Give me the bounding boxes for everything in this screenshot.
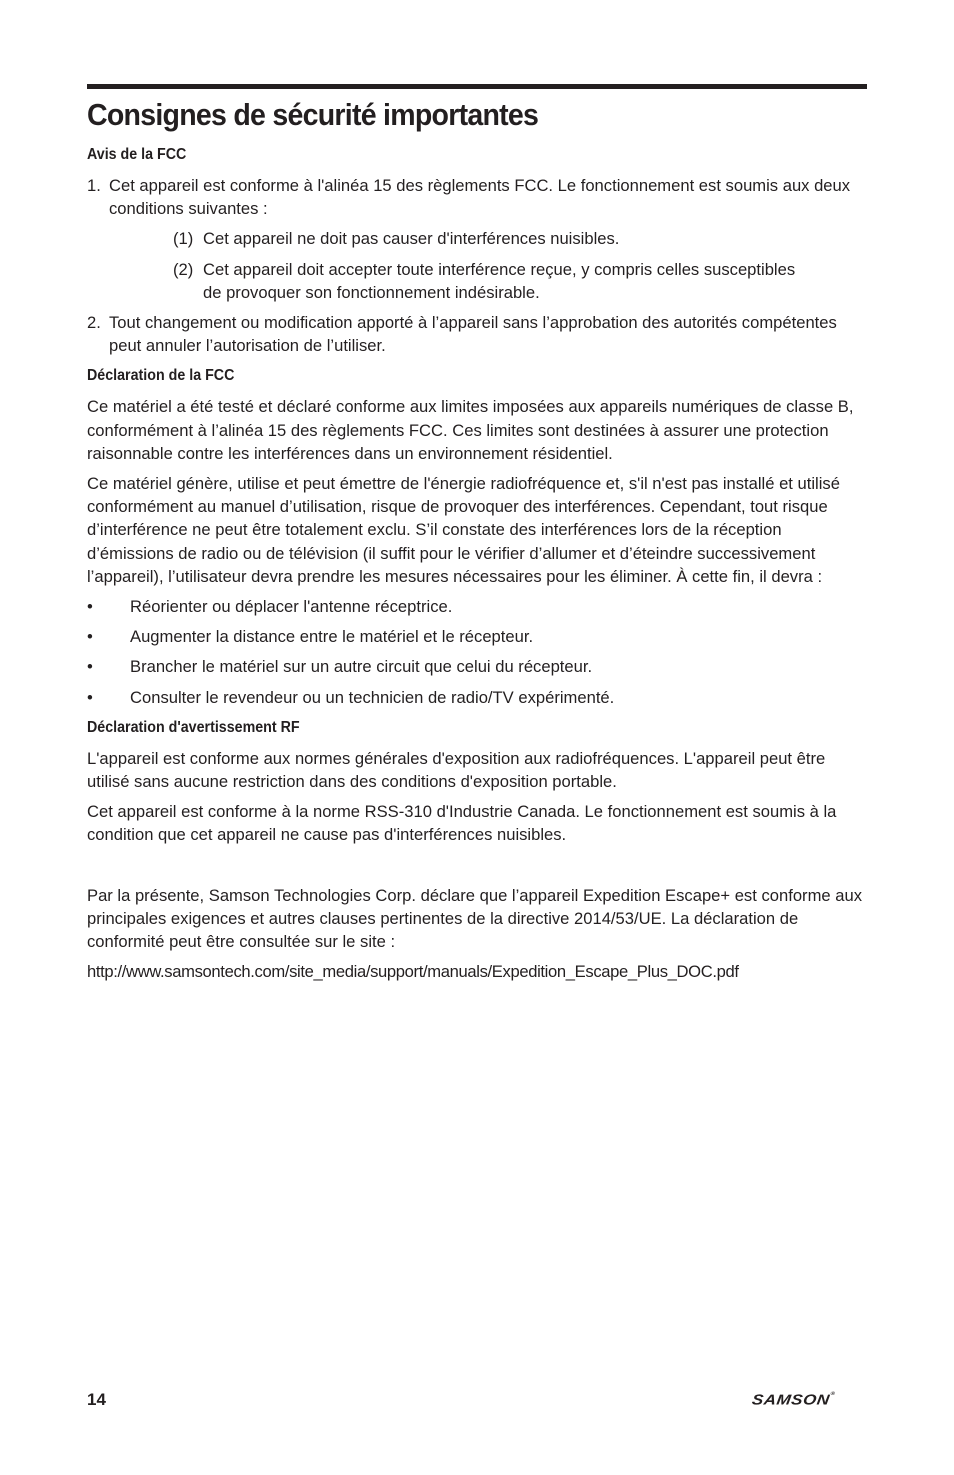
fcc-declaration-paragraph-2: Ce matériel génère, utilise et peut émettre de l'énergie radiofréquence et, s'il n'est pas installé et utilisé conformément au manuel d’utilisation, risque de provoquer des interférences. Cependant, tout risque d’interférence ne peut être totalement exclu. S’il constate des interférences lors de la réception d’émissions de radio ou de télévision (il suffit pour le vérifier d’allumer et d’éteindre successivement l’appareil), l’utilisateur devra prendre les mesures nécessaires pour les éliminer. À cette fin, il devra : <box>87 474 840 586</box>
page-title: Consignes de sécurité importantes <box>87 97 539 132</box>
fcc-notice-subitem-2 <box>173 258 813 304</box>
item-marker: 2. <box>87 313 101 333</box>
rf-warning-paragraph-1: L'appareil est conforme aux normes générales d'exposition aux radiofréquences. L'appareil peut être utilisé sans aucune restriction dans des conditions d'exposition portable. <box>87 748 826 792</box>
bullet-marker: • <box>87 657 93 677</box>
logo-text: SAMSON <box>750 1391 831 1408</box>
list-item <box>87 595 867 618</box>
fcc-notice-item-2 <box>87 311 867 357</box>
fcc-notice-subitem-1 <box>173 227 867 250</box>
fcc-notice-item-1 <box>87 174 867 220</box>
trademark-mark: ® <box>830 1391 836 1397</box>
fcc-declaration-heading: Déclaration de la FCC <box>87 367 235 385</box>
list-item <box>87 625 867 648</box>
bullet-text: Brancher le matériel sur un autre circuit que celui du récepteur. <box>130 657 593 677</box>
subitem-text: Cet appareil ne doit pas causer d'interférences nuisibles. <box>203 229 620 249</box>
item-text: Tout changement ou modification apporté à l’appareil sans l’approbation des autorités compétentes peut annuler l’autorisation de l’utiliser. <box>109 313 837 356</box>
bullet-text: Augmenter la distance entre le matériel et le récepteur. <box>130 627 534 647</box>
bullet-marker: • <box>87 597 93 617</box>
subitem-marker: (2) <box>173 259 194 279</box>
list-item <box>87 686 867 709</box>
page-content <box>87 84 867 983</box>
rf-warning-heading: Déclaration d'avertissement RF <box>87 718 300 736</box>
rf-warning-paragraph-2: Cet appareil est conforme à la norme RSS-310 d'Industrie Canada. Le fonctionnement est soumis à la condition que cet appareil ne cause pas d'interférences nuisibles. <box>87 802 837 845</box>
page-number: 14 <box>87 1390 106 1409</box>
conformity-paragraph: Par la présente, Samson Technologies Corp. déclare que l’appareil Expedition Escape+ est conforme aux principales exigences et autres clauses pertinentes de la directive 2014/53/UE. La déclaration de conformité peut être consultée sur le site : <box>87 885 862 952</box>
conformity-url: http://www.samsontech.com/site_media/support/manuals/Expedition_Escape_Plus_DOC.pdf <box>87 962 739 982</box>
bullet-text: Consulter le revendeur ou un technicien de radio/TV expérimenté. <box>130 687 615 707</box>
subitem-text: Cet appareil doit accepter toute interférence reçue, y compris celles susceptibles de provoquer son fonctionnement indésirable. <box>203 259 796 302</box>
item-text: Cet appareil est conforme à l'alinéa 15 des règlements FCC. Le fonctionnement est soumis aux deux conditions suivantes : <box>109 176 851 219</box>
subitem-marker: (1) <box>173 229 194 249</box>
fcc-notice-heading: Avis de la FCC <box>87 146 187 163</box>
list-item <box>87 655 867 678</box>
bullet-marker: • <box>87 627 93 647</box>
samson-logo <box>751 1392 836 1409</box>
bullet-text: Réorienter ou déplacer l'antenne réceptrice. <box>130 597 453 617</box>
item-marker: 1. <box>87 176 101 195</box>
bullet-marker: • <box>87 687 93 707</box>
top-rule <box>87 84 867 89</box>
fcc-declaration-paragraph-1: Ce matériel a été testé et déclaré conforme aux limites imposées aux appareils numériques de classe B, conformément à l’alinéa 15 des règlements FCC. Ces limites sont destinées à assurer une protection raisonnable contre les interférences dans un environnement résidentiel. <box>87 397 854 463</box>
